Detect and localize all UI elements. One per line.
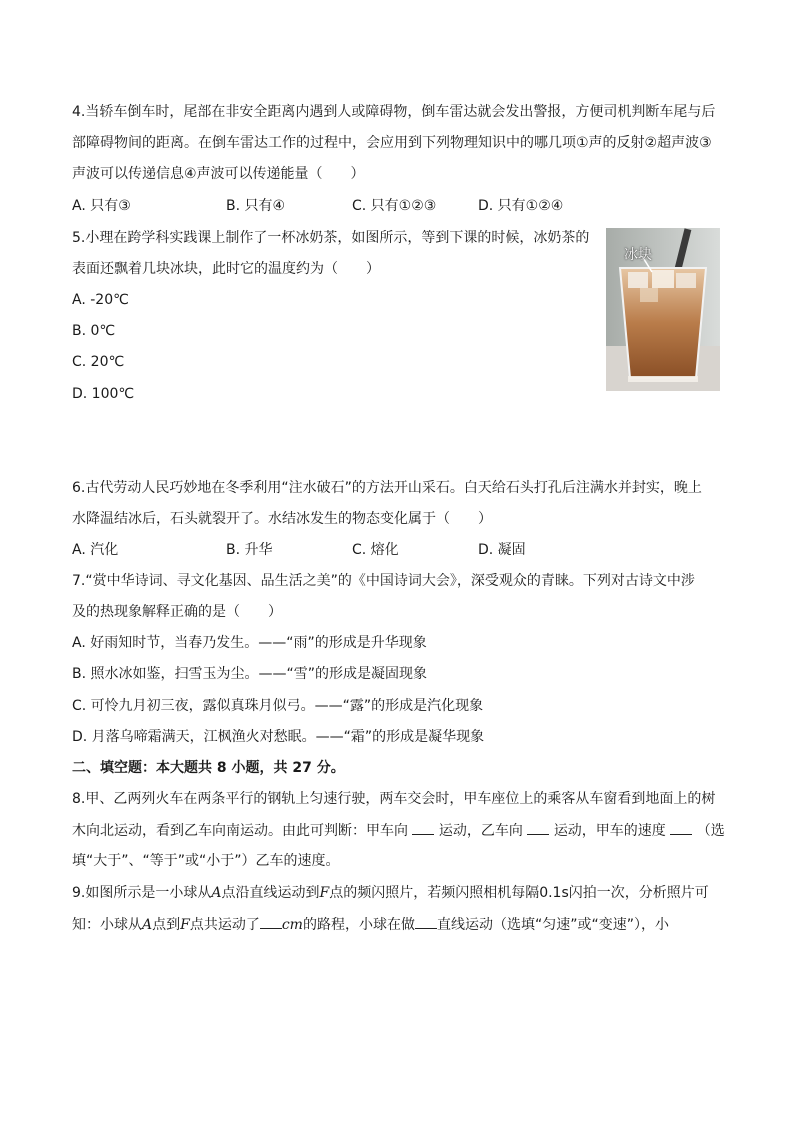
q5-option-c: C. 20℃ [72, 354, 125, 370]
q4-line-3: 声波可以传递信息④声波可以传递能量（ ） [72, 166, 365, 182]
section-heading-mid: 小题，共 [231, 760, 288, 776]
section-heading-suffix: 分。 [316, 760, 345, 776]
ice-cube-label: 冰块 [624, 247, 652, 263]
q4-option-c: C. 只有①②③ [352, 198, 437, 214]
q5-line-2: 表面还飘着几块冰块，此时它的温度约为（ ） [72, 261, 380, 277]
q9-interval: 0.1s [539, 885, 569, 901]
q9-text-a: 9.如图所示是一小球从 [72, 885, 212, 901]
q7-line-1: 7.“赏中华诗词、寻文化基因、品生活之美”的《中国诗词大会》，深受观众的青睐。下列对古诗文中涉 [72, 573, 695, 589]
q4-option-a: A. 只有③ [72, 198, 131, 214]
q6-line-1: 6.古代劳动人民巧妙地在冬季利用“注水破石”的方法开山采石。白天给石头打孔后注满水并封实，晚上 [72, 480, 702, 496]
section-heading-prefix: 二、填空题：本大题共 [72, 760, 212, 776]
q7-option-b: B. 照水冰如鉴，扫雪玉为尘。——“雪”的形成是凝固现象 [72, 666, 428, 682]
q8-text-d: （选 [696, 823, 725, 839]
q8-text-a: 木向北运动，看到乙车向南运动。由此可判断：甲车向 [72, 823, 408, 839]
q5-option-a: A. -20℃ [72, 292, 129, 308]
q9-point-f-2: F [180, 917, 190, 933]
q9-unit: cm [281, 917, 303, 933]
q9-point-a-2: A [142, 917, 153, 933]
q6-option-a: A. 汽化 [72, 542, 119, 558]
section-heading-fill-blank [72, 758, 345, 778]
q5-option-b: B. 0℃ [72, 323, 116, 339]
q6-option-c: C. 熔化 [352, 542, 399, 558]
q4-option-b: B. 只有④ [226, 198, 286, 214]
q8-line-2 [72, 820, 725, 841]
q9-point-a: A [211, 885, 222, 901]
iced-milk-tea-photo [606, 228, 720, 391]
q8-text-b: 运动，乙车向 [438, 823, 523, 839]
q8-line-1: 8.甲、乙两列火车在两条平行的钢轨上匀速行驶，两车交会时，甲车座位上的乘客从车窗看到地面上的树 [72, 791, 716, 807]
q6-option-b: B. 升华 [226, 542, 273, 558]
q9-line-1 [72, 883, 709, 903]
q8-blank-2[interactable] [527, 820, 549, 835]
q9-text-d: 闪拍一次，分析照片可 [568, 885, 709, 901]
q9-blank-1[interactable] [260, 914, 282, 929]
q4-line-1: 4.当轿车倒车时，尾部在非安全距离内遇到人或障碍物，倒车雷达就会发出警报，方便司机判断车尾与后 [72, 104, 716, 120]
q9-text-h: 的路程，小球在做 [302, 917, 415, 933]
q4-line-2: 部障碍物间的距离。在倒车雷达工作的过程中，会应用到下列物理知识中的哪几项①声的反射②超声波③ [72, 135, 712, 151]
q6-line-2: 水降温结冰后，石头就裂开了。水结冰发生的物态变化属于（ ） [72, 511, 492, 527]
q6-option-d: D. 凝固 [478, 542, 526, 558]
q8-blank-1[interactable] [412, 820, 434, 835]
q9-text-e: 知：小球从 [72, 917, 142, 933]
q9-text-g: 点共运动了 [189, 917, 260, 933]
q9-text-c: 点的频闪照片，若频闪照相机每隔 [329, 885, 540, 901]
q8-line-3: 填“大于”、“等于”或“小于”）乙车的速度。 [72, 853, 340, 869]
q7-option-d: D. 月落乌啼霜满天，江枫渔火对愁眠。——“霜”的形成是凝华现象 [72, 729, 485, 745]
q8-text-c: 运动，甲车的速度 [553, 823, 666, 839]
section-question-count: 8 [216, 760, 227, 776]
q9-text-b: 点沿直线运动到 [221, 885, 320, 901]
q7-line-2: 及的热现象解释正确的是（ ） [72, 604, 282, 620]
q8-blank-3[interactable] [670, 820, 692, 835]
q7-option-a: A. 好雨知时节，当春乃发生。——“雨”的形成是升华现象 [72, 635, 427, 651]
q5-option-d: D. 100℃ [72, 386, 135, 402]
q9-text-f: 点到 [152, 917, 181, 933]
q9-line-2 [72, 914, 669, 935]
q7-option-c: C. 可怜九月初三夜，露似真珠月似弓。——“露”的形成是汽化现象 [72, 698, 484, 714]
q4-option-d: D. 只有①②④ [478, 198, 564, 214]
q5-line-1: 5.小理在跨学科实践课上制作了一杯冰奶茶，如图所示，等到下课的时候，冰奶茶的 [72, 230, 590, 246]
section-total-score: 27 [292, 760, 312, 776]
q9-blank-2[interactable] [415, 914, 437, 929]
q9-point-f: F [319, 885, 330, 901]
q9-text-i: 直线运动（选填“匀速”或“变速”），小 [436, 917, 669, 933]
